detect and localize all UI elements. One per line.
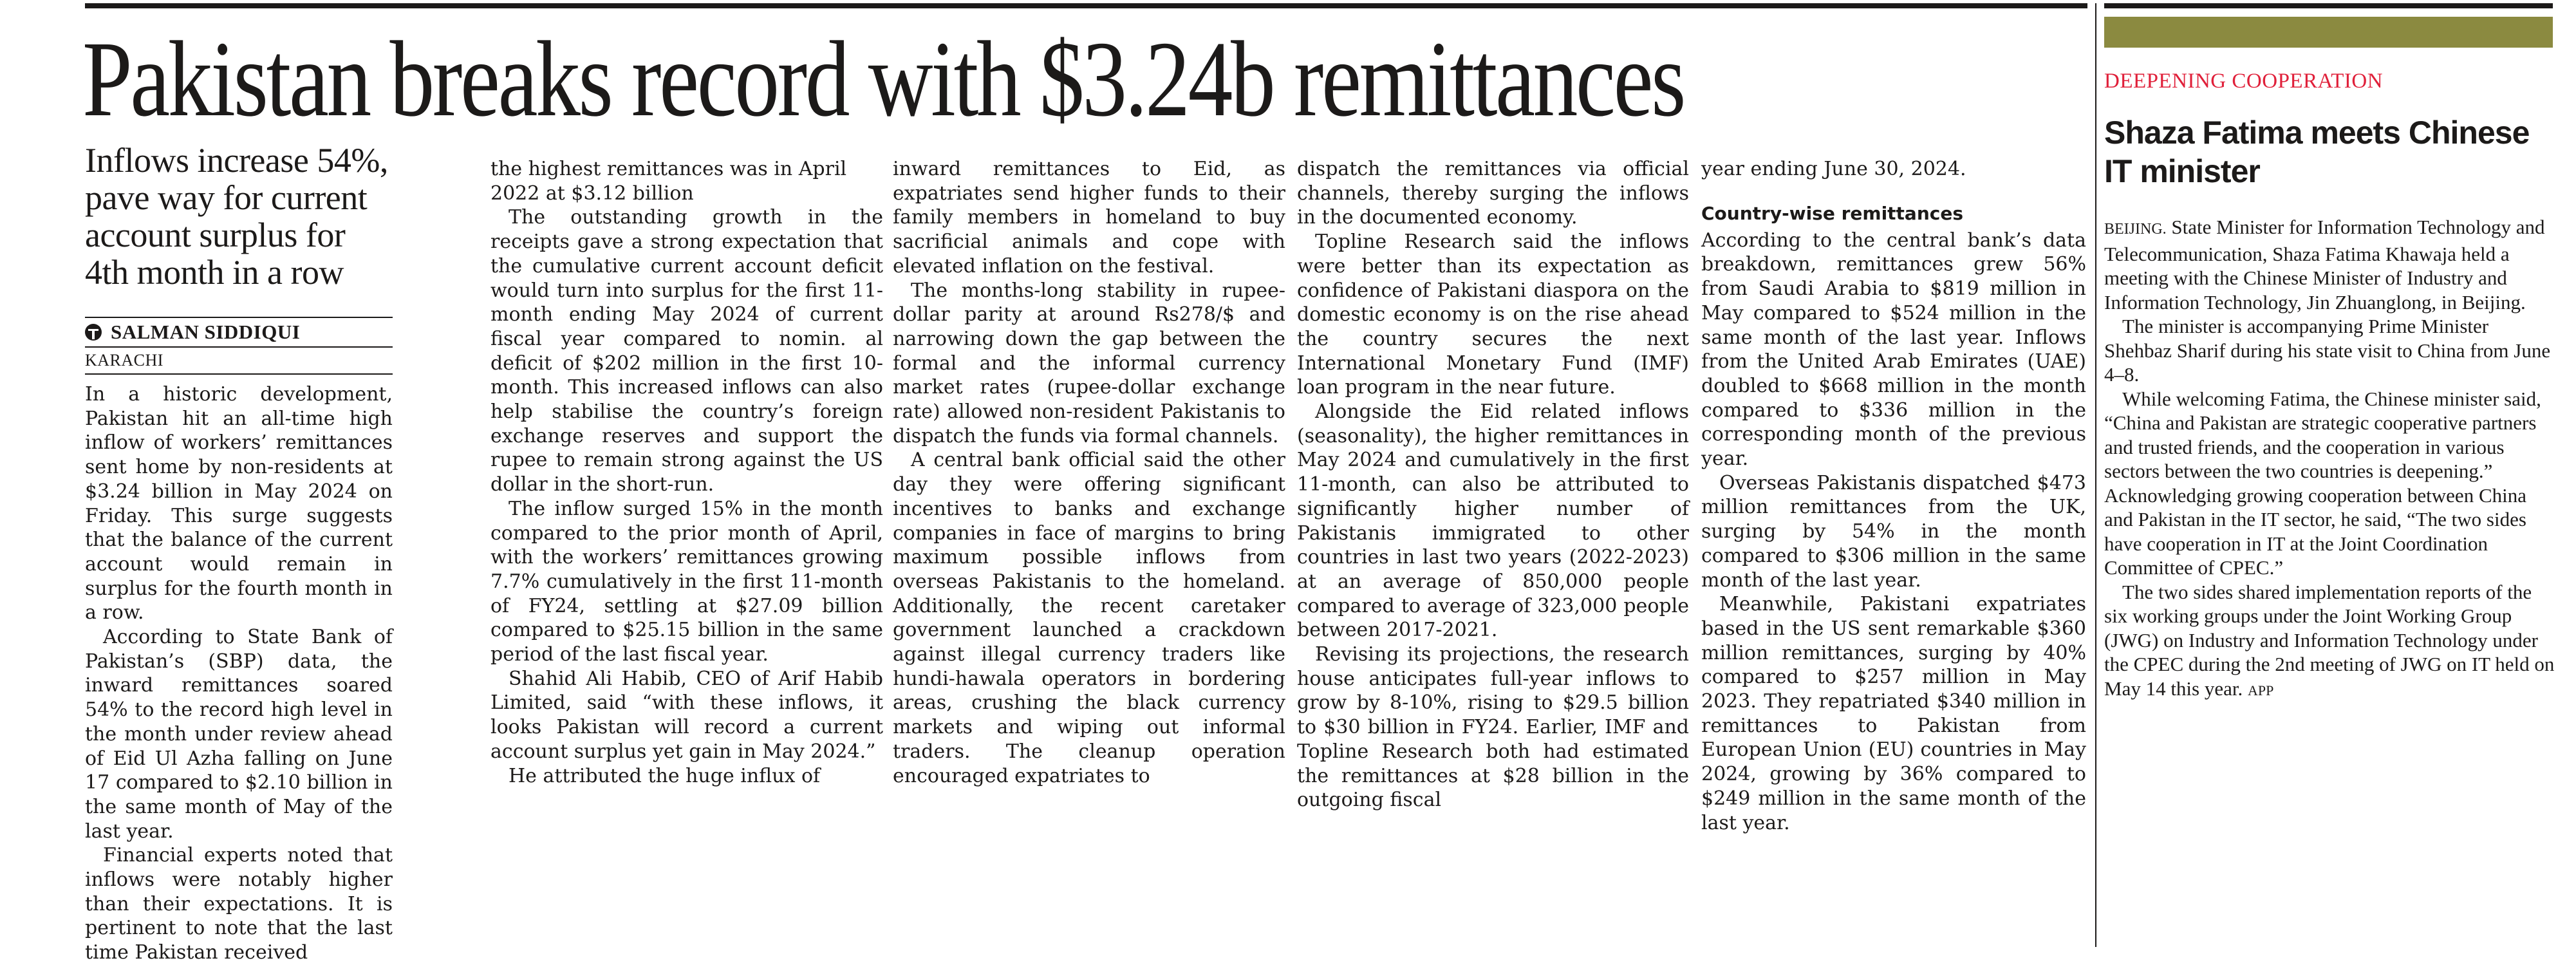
paragraph: Topline Research said the inflows were better than its expectation as confidence of Pakistani diaspora on the domestic economy is on the rise ahead the country secures the next International Monetary Fund (IMF) loan program in the near future. bbox=[1297, 230, 1689, 399]
top-rule-main bbox=[85, 3, 2087, 8]
paragraph: Alongside the Eid related inflows (seasonality), the higher remittances in May 2024 and cumulatively in the first 11-month, can also be attributed to significantly higher number of Pakistanis immigrated to other countries in last two years (2022-2023) at an average of 850,000 people compared to average of 323,000 people between 2017-2021. bbox=[1297, 400, 1689, 642]
article-column-3 bbox=[893, 157, 1285, 788]
sidebar-headline: Shaza Fatima meets Chinese IT minister bbox=[2104, 115, 2530, 189]
paragraph: According to the central bank’s data breakdown, remittances grew 56% from Saudi Arabia to $819 million in May compared to $524 million in the same month of the last year. Inflows from the United Arab Emirates (UAE) doubled to $668 million in the month compared to $336 million in the corresponding month of the previous year. bbox=[1701, 229, 2086, 471]
article-column-1 bbox=[85, 142, 393, 965]
top-rule-sidebar bbox=[2104, 3, 2553, 8]
paragraph: Shahid Ali Habib, CEO of Arif Habib Limited, said “with these inflows, it looks Pakistan will record a current account surplus yet gain in May 2024.” bbox=[490, 667, 883, 763]
paragraph: year ending June 30, 2024. bbox=[1701, 158, 1966, 180]
paragraph: The inflow surged 15% in the month compared to the prior month of April, with the workers’ remittances growing 7.7% cumulatively in the first 11-month of FY24, settling at $27.09 billion compared to $25.15 billion in the same period of the last fiscal year. bbox=[490, 497, 883, 666]
sidebar-credit: APP bbox=[2248, 682, 2274, 698]
paragraph: Financial experts noted that inflows were notably higher than their expectations. It is pertinent to note that the last time Pakistan received bbox=[85, 844, 393, 964]
article-column-4 bbox=[1297, 157, 1689, 812]
paragraph: dispatch the remittances via official channels, thereby surging the inflows in the documented economy. bbox=[1297, 158, 1689, 229]
paragraph-text: The two sides shared implementation reports of the six working groups under the Joint Working Group (JWG) on Industry and Information Technology under the CPEC during the 2nd meeting of JWG on IT held on May 14 this year. bbox=[2104, 580, 2555, 700]
paragraph: Overseas Pakistanis dispatched $473 million remittances from the UK, surging by 54% in the month compared to $306 million in the same month of the last year. bbox=[1701, 471, 2086, 592]
paragraph: Revising its projections, the research house anticipates full-year inflows to grow by 8-10%, rising to $29.5 billion to $30 billion in FY24. Earlier, IMF and Topline Research both had estimated the remittances at $28 billion in the outgoing fiscal bbox=[1297, 643, 1689, 812]
section-subhead: Country-wise remittances bbox=[1701, 202, 1964, 224]
paragraph: According to State Bank of Pakistan’s (SBP) data, the inward remittances soared 54% to the record high level in the month under review ahead of Eid Ul Azha falling on June 17 compared to $2.10 billion in the same month of May of the last year. bbox=[85, 626, 393, 843]
paragraph: While welcoming Fatima, the Chinese minister said, “China and Pakistan are strategic cooperative partners and trusted friends, and the cooperation in various sectors between the two countries is deepening.” Acknowledging growing cooperation between China and Pakistan in the IT sector, he said, “The two sides have cooperation in IT at the Joint Coordination Committee of CPEC.” bbox=[2104, 387, 2541, 579]
byline-rule-bottom bbox=[85, 373, 393, 375]
article-column-5 bbox=[1701, 157, 2086, 835]
dateline: KARACHI bbox=[85, 351, 163, 370]
paragraph: He attributed the huge influx of bbox=[509, 764, 821, 787]
column-divider bbox=[2095, 3, 2096, 947]
paragraph-text: State Minister for Information Technology and Telecommunication, Shaza Fatima Khawaja held a meeting with the Chinese Minister of Industry and Information Technology, Jin Zhuanglong, in Beijing. bbox=[2104, 216, 2545, 314]
paragraph: the highest remittances was in April 2022 at $3.12 billion bbox=[490, 158, 847, 205]
paragraph: The months-long stability in rupee-dollar parity at around Rs278/$ and narrowing down the gap between the formal and the informal currency market rates (rupee-dollar exchange rate) allowed non-resident Pakistanis to dispatch the funds via formal channels. bbox=[893, 279, 1285, 447]
paragraph bbox=[2104, 215, 2555, 314]
publication-logo-icon bbox=[85, 324, 102, 341]
byline bbox=[85, 318, 393, 346]
article-column-2 bbox=[490, 157, 883, 788]
sidebar-dateline: BEIJING. bbox=[2104, 221, 2167, 238]
main-headline: Pakistan breaks record with $3.24b remittances bbox=[82, 19, 1685, 139]
author-name: SALMAN SIDDIQUI bbox=[111, 321, 301, 344]
paragraph: Meanwhile, Pakistani expatriates based in the US sent remarkable $360 million remittances, surging by 40% compared to $257 million in May 2023. They repatriated $340 million in remittances to Pakistan from European Union (EU) countries in May 2024, growing by 36% compared to $249 million in the same month of the last year. bbox=[1701, 593, 2086, 834]
sidebar-accent-bar bbox=[2104, 17, 2553, 48]
paragraph: A central bank official said the other day they were offering significant incentives to banks and exchange companies in face of margins to bring maximum possible inflows from overseas Pakistanis to the homeland. Additionally, the recent caretaker government launched a crackdown against illegal currency traders like hundi-hawala operators in bordering areas, crushing the black currency markets and wiping out informal traders. The cleanup operation encouraged expatriates to bbox=[893, 449, 1285, 787]
paragraph: In a historic development, Pakistan hit an all-time high inflow of workers’ remittances sent home by non-residents at $3.24 billion in May 2024 on Friday. This surge suggests that the balance of the current account would remain in surplus for the fourth month in a row. bbox=[85, 383, 393, 624]
sidebar-body bbox=[2104, 215, 2555, 702]
sidebar-kicker: DEEPENING COOPERATION bbox=[2104, 70, 2384, 93]
paragraph: The outstanding growth in the receipts gave a strong expectation that the cumulative current account deficit would turn into surplus for the first 11-month ending May 2024 of current fiscal year compared to nomin. al deficit of $202 million in the first 10-month. This increased inflows can also help stabilise the country’s foreign exchange reserves and support the rupee to remain strong against the US dollar in the short-run. bbox=[490, 206, 883, 496]
paragraph: inward remittances to Eid, as expatriates send higher funds to their family members in homeland to buy sacrificial animals and cope with elevated inflation on the festival. bbox=[893, 158, 1285, 277]
paragraph bbox=[2104, 580, 2555, 703]
article-deck: Inflows increase 54%, pave way for current account surplus for 4th month in a row bbox=[85, 141, 388, 292]
paragraph: The minister is accompanying Prime Minister Shehbaz Sharif during his state visit to China from June 4–8. bbox=[2104, 315, 2551, 386]
